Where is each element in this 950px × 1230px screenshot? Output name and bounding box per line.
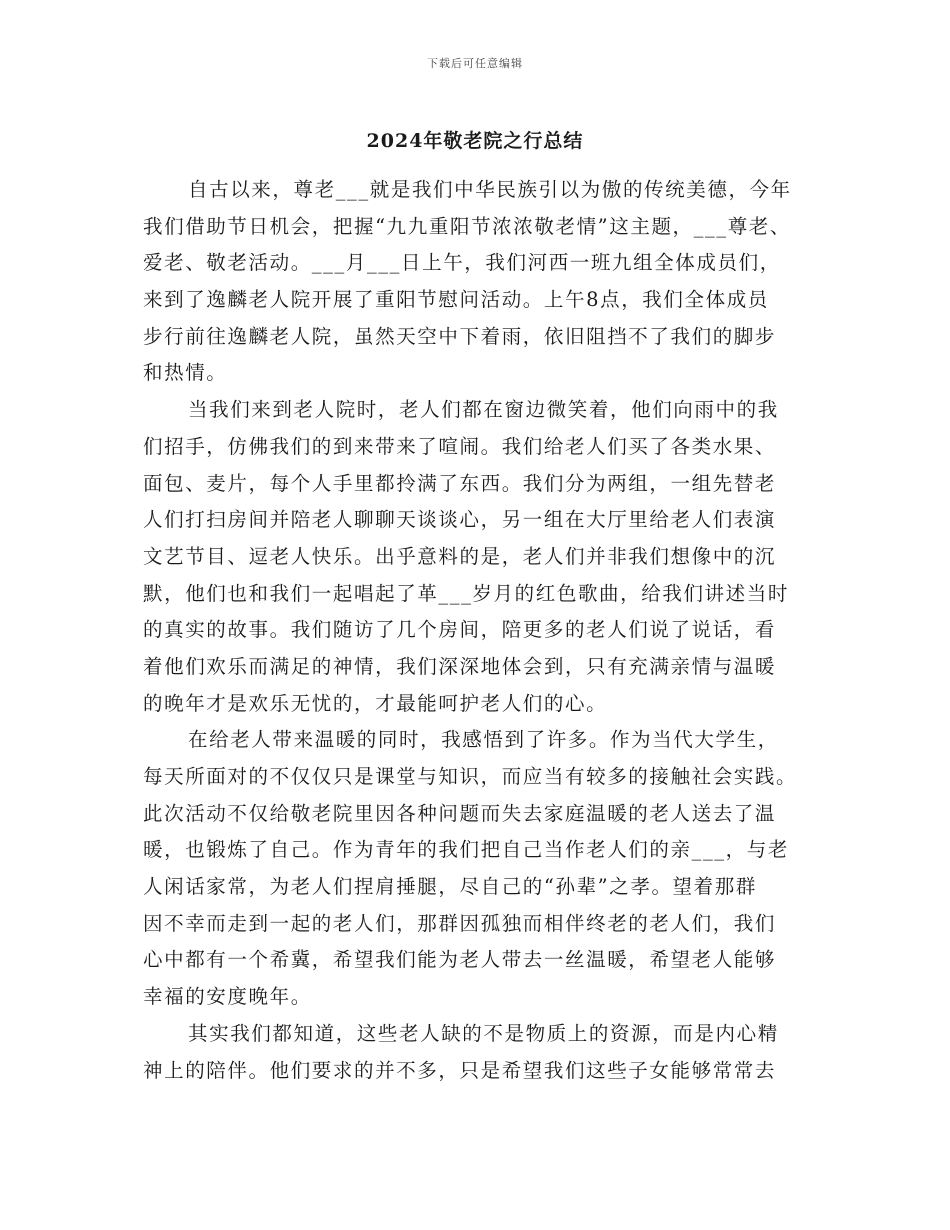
- body-text-line: 们招手，仿佛我们的到来带来了喧闹。我们给老人们买了各类水果、: [143, 434, 777, 458]
- body-text-line: 面包、麦片，每个人手里都拎满了东西。我们分为两组，一组先替老: [143, 471, 777, 495]
- body-text-line: 的晚年才是欢乐无忧的，才最能呵护老人们的心。: [143, 691, 608, 715]
- body-text-line: 默，他们也和我们一起唱起了革___岁月的红色歌曲，给我们讲述当时: [143, 581, 789, 605]
- body-text-line: 当我们来到老人院时，老人们都在窗边微笑着，他们向雨中的我: [188, 398, 779, 422]
- document-title: 2024年敬老院之行总结: [366, 130, 584, 152]
- body-text-line: 因不幸而走到一起的老人们，那群因孤独而相伴终老的老人们，我们: [143, 911, 777, 935]
- body-text-line: 在给老人带来温暖的同时，我感悟到了许多。作为当代大学生，: [188, 728, 779, 752]
- body-text-line: 心中都有一个希冀，希望我们能为老人带去一丝温暖，希望老人能够: [143, 948, 777, 972]
- body-text-line: 着他们欢乐而满足的神情，我们深深地体会到，只有充满亲情与温暖: [143, 654, 777, 678]
- body-text-line: 人闲话家常，为老人们捏肩捶腿，尽自己的“孙辈”之孝。望着那群: [143, 875, 757, 899]
- body-text-line: 来到了逸麟老人院开展了重阳节慰问活动。上午8点，我们全体成员: [143, 288, 769, 312]
- body-text-line: 人们打扫房间并陪老人聊聊天谈谈心，另一组在大厅里给老人们表演: [143, 508, 777, 532]
- body-text-line: 爱老、敬老活动。___月___日上午，我们河西一班九组全体成员们，: [143, 251, 781, 275]
- body-text-line: 文艺节目、逗老人快乐。出乎意料的是，老人们并非我们想像中的沉: [143, 544, 777, 568]
- body-text-line: 和热情。: [143, 361, 228, 385]
- body-text-line: 自古以来，尊老___就是我们中华民族引以为傲的传统美德，今年: [188, 178, 792, 201]
- body-text-line: 每天所面对的不仅仅只是课堂与知识，而应当有较多的接触社会实践。: [143, 765, 798, 788]
- body-text-line: 神上的陪伴。他们要求的并不多，只是希望我们这些子女能够常常去: [143, 1058, 777, 1082]
- body-text-line: 幸福的安度晚年。: [143, 985, 312, 1009]
- body-text-line: 暖，也锻炼了自己。作为青年的我们把自己当作老人们的亲___，与老: [143, 838, 789, 862]
- body-text-line: 的真实的故事。我们随访了几个房间，陪更多的老人们说了说话，看: [143, 618, 777, 642]
- header-note: 下载后可任意编辑: [427, 57, 523, 70]
- body-text-line: 我们借助节日机会，把握“九九重阳节浓浓敬老情”这主题，___尊老、: [143, 214, 791, 238]
- body-text-line: 其实我们都知道，这些老人缺的不是物质上的资源，而是内心精: [188, 1021, 779, 1045]
- document-body: [143, 172, 823, 1089]
- body-text-line: 此次活动不仅给敬老院里因各种问题而失去家庭温暖的老人送去了温: [143, 801, 777, 825]
- body-text-line: 步行前往逸麟老人院，虽然天空中下着雨，依旧阻挡不了我们的脚步: [143, 324, 777, 348]
